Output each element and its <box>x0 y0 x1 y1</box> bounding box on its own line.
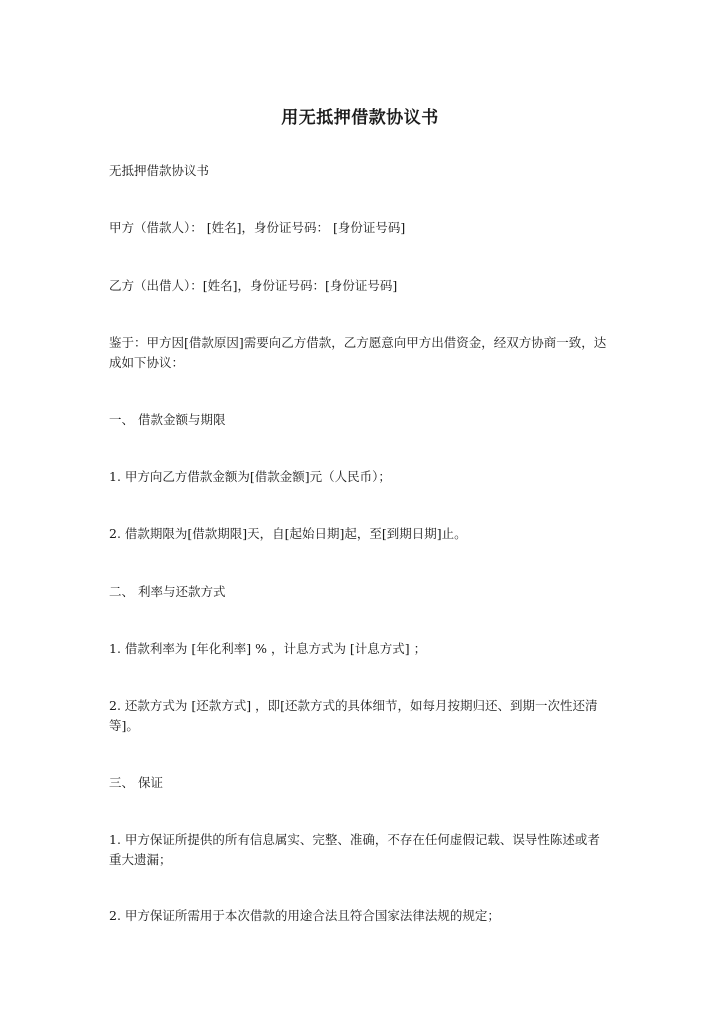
section-1-heading: 一、 借款金额与期限 <box>109 412 226 427</box>
party-a-line: 甲方（借款人）： [姓名]，身份证号码： [身份证号码] <box>109 220 406 235</box>
section-3-item-2: 2. 甲方保证所需用于本次借款的用途合法且符合国家法律法规的规定； <box>109 908 500 923</box>
section-3-item-1: 1. 甲方保证所提供的所有信息属实、完整、准确，不存在任何虚假记载、误导性陈述或者重大遗漏； <box>109 832 600 867</box>
document-subtitle: 无抵押借款协议书 <box>109 163 210 178</box>
section-2-heading: 二、 利率与还款方式 <box>109 584 226 599</box>
party-b-line: 乙方（出借人）：[姓名]，身份证号码：[身份证号码] <box>109 278 398 293</box>
preamble-paragraph: 鉴于：甲方因[借款原因]需要向乙方借款，乙方愿意向甲方出借资金，经双方协商一致，达成如下协议： <box>109 335 607 370</box>
section-2-item-2: 2. 还款方式为 [还款方式] ，即[还款方式的具体细节，如每月按期归还、到期一次性还清等]。 <box>109 698 598 733</box>
section-2-item-1: 1. 借款利率为 [年化利率] % ，计息方式为 [计息方式] ； <box>109 641 427 656</box>
section-3-heading: 三、 保证 <box>109 775 163 790</box>
section-1-item-1: 1. 甲方向乙方借款金额为[借款金额]元（人民币）； <box>109 469 391 484</box>
section-1-item-2: 2. 借款期限为[借款期限]天，自[起始日期]起，至[到期日期]止。 <box>109 526 467 541</box>
document-title: 用无抵押借款协议书 <box>281 108 439 128</box>
